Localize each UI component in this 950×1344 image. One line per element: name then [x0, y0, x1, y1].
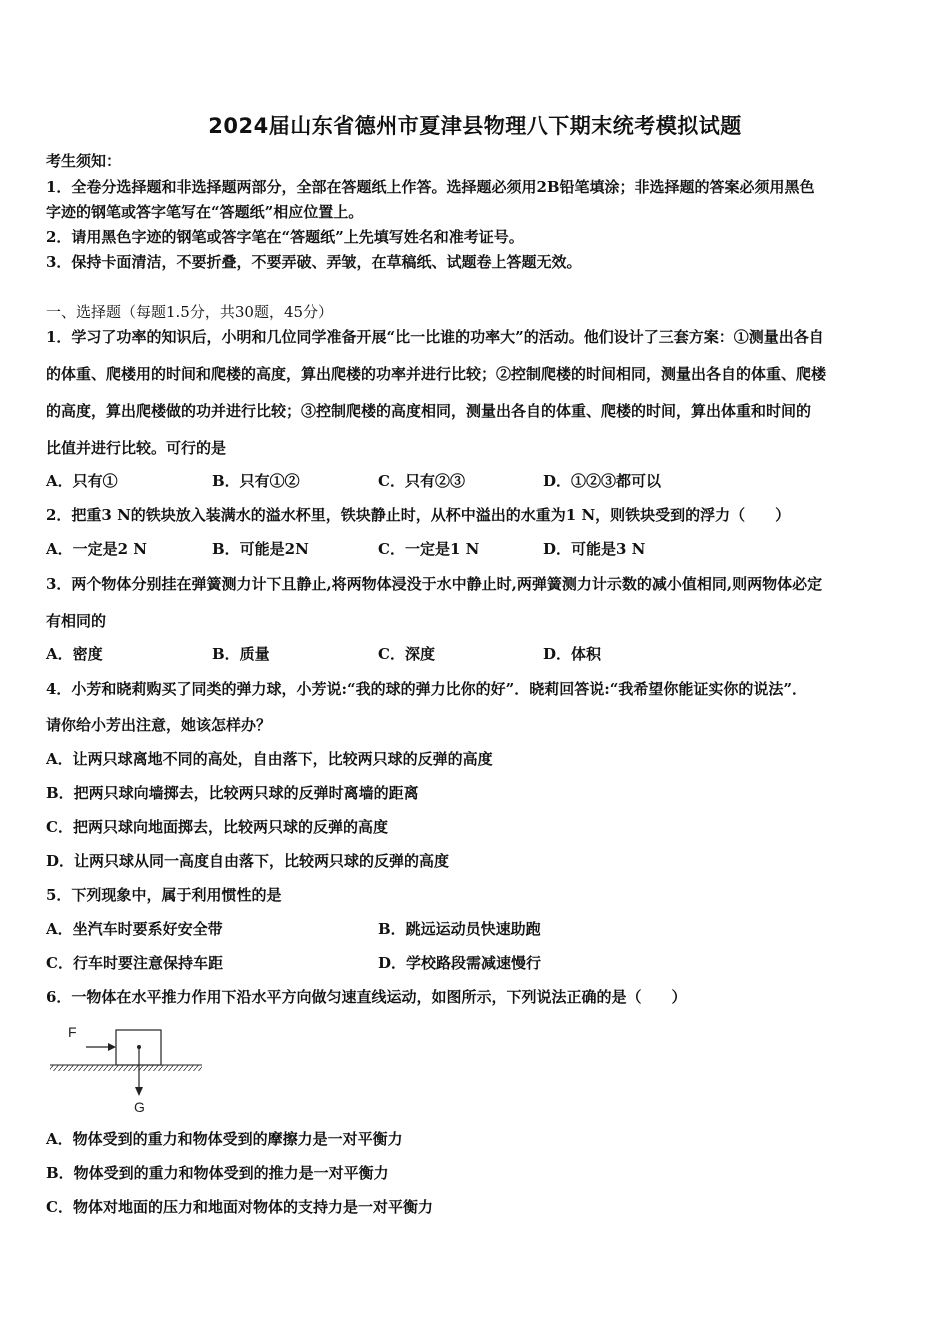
- question-5: 5．下列现象中，属于利用惯性的是: [46, 886, 282, 904]
- q3-option-a: A．密度: [46, 645, 103, 663]
- q3-option-c: C．深度: [378, 645, 435, 663]
- force-f-label: F: [68, 1024, 77, 1040]
- q2-option-b: B．可能是2N: [212, 540, 309, 558]
- notice-heading: 考生须知：: [46, 152, 122, 170]
- notice-line: 字迹的钢笔或答字笔写在“答题纸”相应位置上。: [46, 203, 364, 221]
- q4-option-c: C．把两只球向地面掷去，比较两只球的反弹的高度: [46, 818, 388, 836]
- q6-option-b: B．物体受到的重力和物体受到的推力是一对平衡力: [46, 1164, 389, 1182]
- question-4-line: 请你给小芳出注意，她该怎样办？: [46, 716, 272, 734]
- question-1-line: 的体重、爬楼用的时间和爬楼的高度，算出爬楼的功率并进行比较；②控制爬楼的时间相同，测量出各自的体重、爬楼: [46, 365, 827, 383]
- q4-option-d: D．让两只球从同一高度自由落下，比较两只球的反弹的高度: [46, 852, 450, 870]
- q1-option-d: D．①②③都可以: [543, 472, 662, 490]
- question-3-line: 有相同的: [46, 612, 107, 630]
- ground-hatch: [50, 1065, 202, 1071]
- q3-option-d: D．体积: [543, 645, 602, 663]
- gravity-g-label: G: [134, 1099, 145, 1115]
- q6-option-c: C．物体对地面的压力和地面对物体的支持力是一对平衡力: [46, 1198, 433, 1216]
- notice-line: 3．保持卡面清洁，不要折叠，不要弄破、弄皱，在草稿纸、试题卷上答题无效。: [46, 253, 582, 271]
- q5-option-b: B．跳远运动员快速助跑: [378, 920, 541, 938]
- q1-option-a: A．只有①: [46, 472, 118, 490]
- question-6: 6．一物体在水平推力作用下沿水平方向做匀速直线运动，如图所示，下列说法正确的是（ ）: [46, 988, 687, 1006]
- question-3-line: 3．两个物体分别挂在弹簧测力计下且静止,将两物体浸没于水中静止时,两弹簧测力计示数的减小值相同,则两物体必定: [46, 575, 823, 593]
- q5-option-a: A．坐汽车时要系好安全带: [46, 920, 223, 938]
- question-1-line: 1．学习了功率的知识后，小明和几位同学准备开展“比一比谁的功率大”的活动。他们设计了三套方案：①测量出各自: [46, 328, 824, 346]
- notice-line: 2．请用黑色字迹的钢笔或答字笔在“答题纸”上先填写姓名和准考证号。: [46, 228, 524, 246]
- q4-option-b: B．把两只球向墙掷去，比较两只球的反弹时离墙的距离: [46, 784, 419, 802]
- q5-option-d: D．学校路段需减速慢行: [378, 954, 542, 972]
- section-heading: 一、选择题（每题1.5分，共30题，45分）: [46, 303, 334, 321]
- question-1-line: 的高度，算出爬楼做的功并进行比较；③控制爬楼的高度相同，测量出各自的体重、爬楼的时间，算出体重和时间的: [46, 402, 812, 420]
- page-title: 2024届山东省德州市夏津县物理八下期末统考模拟试题: [208, 114, 742, 138]
- notice-line: 1．全卷分选择题和非选择题两部分，全部在答题纸上作答。选择题必须用2B铅笔填涂；非选择题的答案必须用黑色: [46, 178, 815, 196]
- q4-option-a: A．让两只球离地不同的高处，自由落下，比较两只球的反弹的高度: [46, 750, 493, 768]
- gravity-g-arrowhead: [135, 1087, 143, 1096]
- q2-option-d: D．可能是3 N: [543, 540, 646, 558]
- question-2: 2．把重3 N的铁块放入装满水的溢水杯里，铁块静止时，从杯中溢出的水重为1 N，则铁块受到的浮力（ ）: [46, 506, 791, 524]
- q3-option-b: B．质量: [212, 645, 270, 663]
- force-f-arrowhead: [108, 1043, 116, 1051]
- q1-option-b: B．只有①②: [212, 472, 300, 490]
- q1-option-c: C．只有②③: [378, 472, 465, 490]
- q2-option-a: A．一定是2 N: [46, 540, 148, 558]
- q5-option-c: C．行车时要注意保持车距: [46, 954, 223, 972]
- question-4-line: 4．小芳和晓莉购买了同类的弹力球，小芳说:“我的球的弹力比你的好”．晓莉回答说:“我希望你能证实你的说法”．: [46, 680, 808, 698]
- question-1-line: 比值并进行比较。可行的是: [46, 439, 227, 457]
- q2-option-c: C．一定是1 N: [378, 540, 480, 558]
- force-diagram: [46, 1020, 206, 1120]
- q6-option-a: A．物体受到的重力和物体受到的摩擦力是一对平衡力: [46, 1130, 403, 1148]
